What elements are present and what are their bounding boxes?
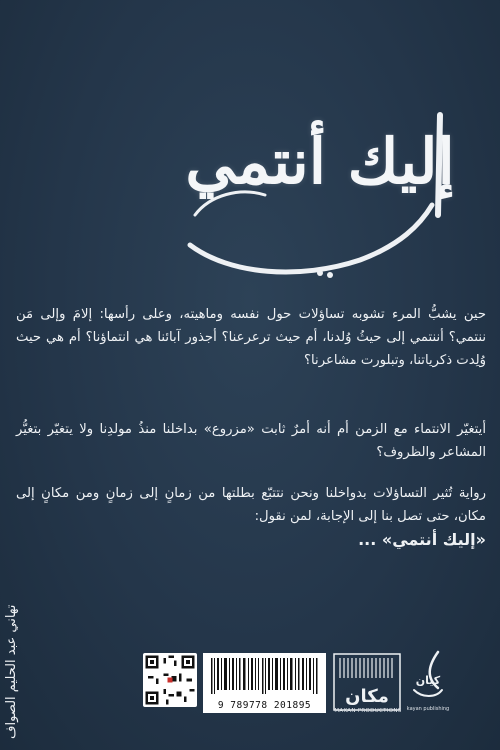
isbn-barcode (203, 653, 326, 713)
blurb-paragraph-3 (16, 482, 486, 553)
kayan-logo-mark (408, 648, 448, 708)
publisher-name: مكان (345, 686, 389, 707)
blurb-paragraph-3-text: رواية تُثير التساؤلات بدواخلنا ونحن نتتبّع بطلتها من زمانٍ إلى زمانٍ ومن مكانٍ إلى مكان، حتى تصل بنا إلى الإجابة، لمن نقول: (16, 486, 486, 524)
author-name: تهاني عبد الحليم الصواف (4, 605, 19, 740)
blurb-paragraph-2: أيتغيّر الانتماء مع الزمن أم أنه أمرٌ ثابت «مزروع» بداخلنا منذُ مولدِنا ولا يتغيّر بتغيُّر المشاعر والظروف؟ (16, 422, 486, 460)
book-title: إليك أنتمي (185, 125, 455, 198)
imprint-name: كيان (415, 674, 441, 687)
calligraphy-title (170, 95, 470, 285)
publisher-logo (332, 652, 402, 714)
imprint-logo (408, 648, 448, 708)
makan-logo-mark (332, 652, 402, 714)
blurb-quote: «إليك أنتمي» ... (358, 530, 486, 549)
barcode-bars (211, 658, 318, 694)
isbn-number: 9 789778 201895 (217, 700, 312, 711)
imprint-subtitle: kayan publishing (406, 706, 450, 712)
blurb-paragraph-1: حين يشبُّ المرء تشوبه تساؤلات حول نفسه وماهيته، وعلى رأسها: إلامَ وإلى مَن ننتمي؟ أننتمي إلى حيثُ وُلدنا، أم حيث ترعرعنا؟ أجذور آبائنا هي انتماؤنا؟ أم هي حيث وُلِدت ذكرياتنا، وتبلورت مشاعرنا؟ (16, 307, 486, 368)
qr-code (143, 653, 197, 707)
publisher-subtitle: MAKAN PRODUCTIONS (334, 708, 402, 714)
